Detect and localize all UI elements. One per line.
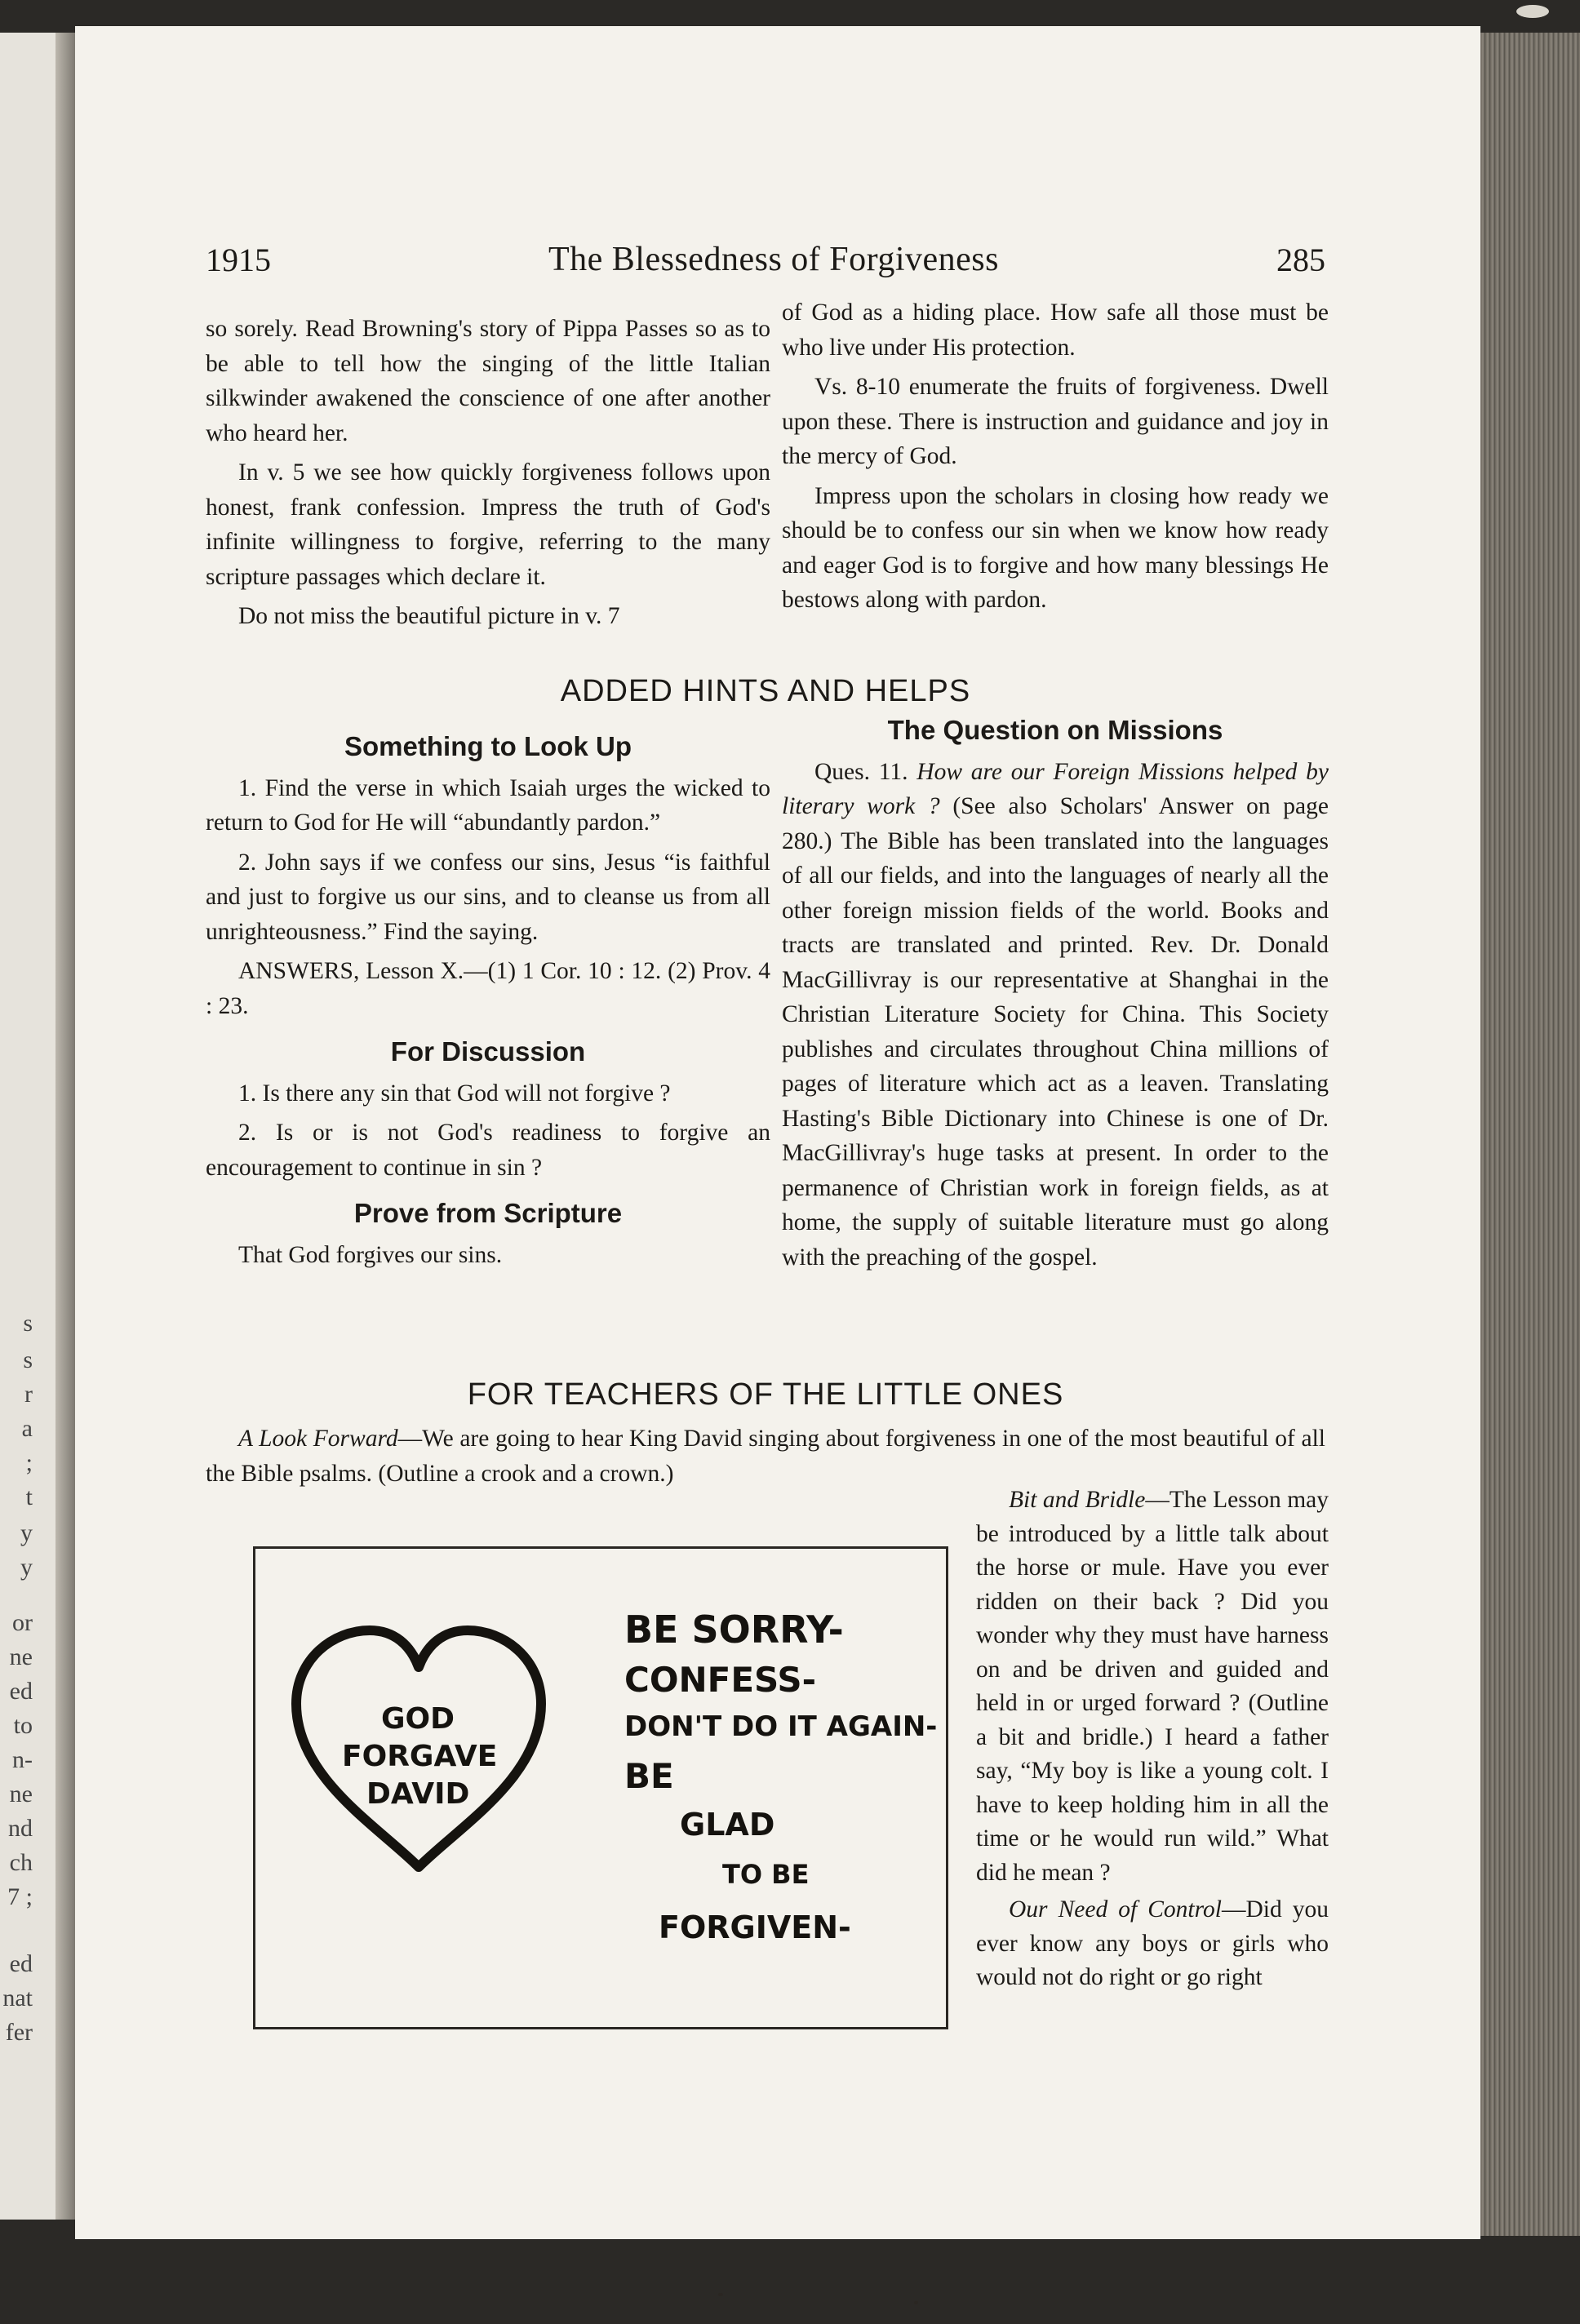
prove-heading: Prove from Scripture xyxy=(353,1198,623,1228)
added-hints-heading: ADDED HINTS AND HELPS xyxy=(560,674,971,708)
left-page-fragment: y xyxy=(20,1519,33,1546)
bit-bridle-text: —The Lesson may be introduced by a little talk about the horse or mule. Have you ever ridden on their back ? Did you wonder why they must have harness on and be driven and guided and held in or urged forward ? (Outline a bit and bridle.) I heard a father say, “My boy is like a young colt. I have to keep holding him in all the time or he would run wild.” What did he mean ? xyxy=(976,1487,1329,1886)
look-forward-text xyxy=(206,1421,1325,1491)
control-text: —Did you ever know any boys or girls who would not do right or go right xyxy=(976,1896,1329,1990)
look-forward-label: A Look Forward xyxy=(238,1426,398,1452)
left-page-fragment: ed xyxy=(9,1950,33,1977)
left-page-fragment: n- xyxy=(12,1746,33,1773)
look-forward-body: —We are going to hear King David singing about forgiveness in one of the most beautiful of all the Bible psalms. (Outline a crook and a crown.) xyxy=(206,1426,1325,1487)
heart-line-god: GOD xyxy=(381,1702,455,1736)
hints-left-column xyxy=(206,730,770,1277)
missions-heading: The Question on Missions xyxy=(887,715,1223,745)
intro-right-paragraph: Vs. 8-10 enumerate the fruits of forgiveness. Dwell upon these. There is instruction and guidance and joy in the mercy of God. xyxy=(782,374,1329,469)
figure-line-glad: GLAD xyxy=(680,1807,775,1843)
missions-question-label: Ques. 11. xyxy=(814,758,908,785)
figure-line-dont: DON'T DO IT AGAIN- xyxy=(624,1710,938,1743)
figure-line-to-be: TO BE xyxy=(722,1859,810,1890)
control-label: Our Need of Control xyxy=(1009,1896,1222,1923)
bit-bridle-paragraph xyxy=(976,1484,1329,1890)
figure-line-be: BE xyxy=(624,1756,674,1796)
intro-left-paragraph: so sorely. Read Browning's story of Pippa Passes so as to be able to tell how the singing of the little Italian silkwinder awakened the conscience of one after another who heard her. xyxy=(206,316,770,446)
look-up-item: 1. Find the verse in which Isaiah urges the wicked to return to God for He will “abundantly pardon.” xyxy=(206,774,770,836)
intro-left-paragraph: In v. 5 we see how quickly forgiveness follows upon honest, frank confession. Impress the truth of God's infinite willingness to forgive, referring to the many scripture passages which declare it. xyxy=(206,459,770,590)
left-page-fragment: to xyxy=(13,1712,33,1739)
left-page-fragment: nd xyxy=(8,1815,33,1842)
left-page-fragment: s xyxy=(23,1310,33,1337)
scan-speck xyxy=(718,2293,723,2296)
hints-right-column xyxy=(782,713,1329,1280)
missions-question: How are our Foreign Missions helped by literary work ? xyxy=(782,758,1329,819)
header-year: 1915 xyxy=(206,242,271,278)
left-page-fragment: fer xyxy=(5,2019,33,2046)
intro-right-column xyxy=(782,295,1329,623)
intro-right-paragraph: Impress upon the scholars in closing how ready we should be to confess our sin when we know how ready and eager God is to forgive and how many blessings He bestows along with pardon. xyxy=(782,482,1329,613)
missions-answer: (See also Scholars' Answer on page 280.) The Bible has been translated into the languages of all our fields, and into the languages of nearly all the other foreign mission fields of the world. Books and tracts are translated and printed. Rev. Dr. Donald MacGillivray is our representative at Shanghai in the Christian Literature Society for China. This Society publishes and circulates throughout China millions of pages of literature which act as a leaven. Translating Hasting's Bible Dictionary into Chinese is one of Dr. MacGillivray's huge tasks at present. In order to the permanence of Christian work in foreign fields, as at home, the supply of suitable literature must go along with the preaching of the gospel. xyxy=(782,793,1329,1271)
page-number: 285 xyxy=(1276,242,1325,278)
heart-line-forgave: FORGAVE xyxy=(342,1740,498,1773)
left-page-fragment: or xyxy=(12,1609,33,1636)
look-up-heading: Something to Look Up xyxy=(344,731,632,761)
figure-line-confess: CONFESS- xyxy=(624,1660,817,1700)
left-page-fragment: ; xyxy=(25,1449,33,1476)
header-title: The Blessedness of Forgiveness xyxy=(548,241,999,278)
left-page-fragment: a xyxy=(21,1415,33,1442)
discussion-item: 1. Is there any sin that God will not forgive ? xyxy=(238,1080,671,1107)
left-page-fragment: r xyxy=(24,1381,33,1408)
left-page-fragment: ed xyxy=(9,1678,33,1705)
left-page-fragment: s xyxy=(23,1346,33,1373)
figure-line-be-sorry: BE SORRY- xyxy=(624,1608,844,1652)
left-page-fragment: ne xyxy=(9,1781,33,1807)
left-page-fragment: ne xyxy=(9,1643,33,1670)
little-ones-right-column xyxy=(976,1484,1329,1998)
intro-left-paragraph: Do not miss the beautiful picture in v. 7 xyxy=(238,603,620,629)
prove-text: That God forgives our sins. xyxy=(238,1241,503,1268)
discussion-item: 2. Is or is not God's readiness to forgive an encouragement to continue in sin ? xyxy=(206,1120,770,1181)
little-ones-heading: FOR TEACHERS OF THE LITTLE ONES xyxy=(467,1377,1064,1412)
page-edge xyxy=(1480,33,1580,2236)
discussion-heading: For Discussion xyxy=(390,1036,586,1067)
heart-line-david: DAVID xyxy=(366,1777,470,1811)
intro-right-paragraph: of God as a hiding place. How safe all those must be who live under His protection. xyxy=(782,299,1329,361)
running-header xyxy=(206,222,1325,279)
left-page-fragment: y xyxy=(20,1554,33,1581)
left-page-fragment: ch xyxy=(9,1849,33,1876)
left-page-fragment: t xyxy=(25,1484,33,1510)
figure-line-forgiven: FORGIVEN- xyxy=(659,1909,851,1945)
left-page-fragment: nat xyxy=(2,1985,33,2011)
scan-speck xyxy=(914,2301,918,2304)
answers: ANSWERS, Lesson X.—(1) 1 Cor. 10 : 12. (2) Prov. 4 : 23. xyxy=(206,958,770,1019)
control-paragraph xyxy=(976,1893,1329,1995)
left-page-fragment: 7 ; xyxy=(7,1883,33,1910)
bit-bridle-label: Bit and Bridle xyxy=(1009,1487,1146,1513)
blackboard-figure xyxy=(253,1546,948,2029)
look-up-item: 2. John says if we confess our sins, Jesus “is faithful and just to forgive us our sins, and to cleanse us from all unrighteousness.” Find the saying. xyxy=(206,849,770,945)
intro-left-column xyxy=(206,312,770,639)
scan-speck xyxy=(1516,5,1549,18)
missions-text xyxy=(782,755,1329,1275)
